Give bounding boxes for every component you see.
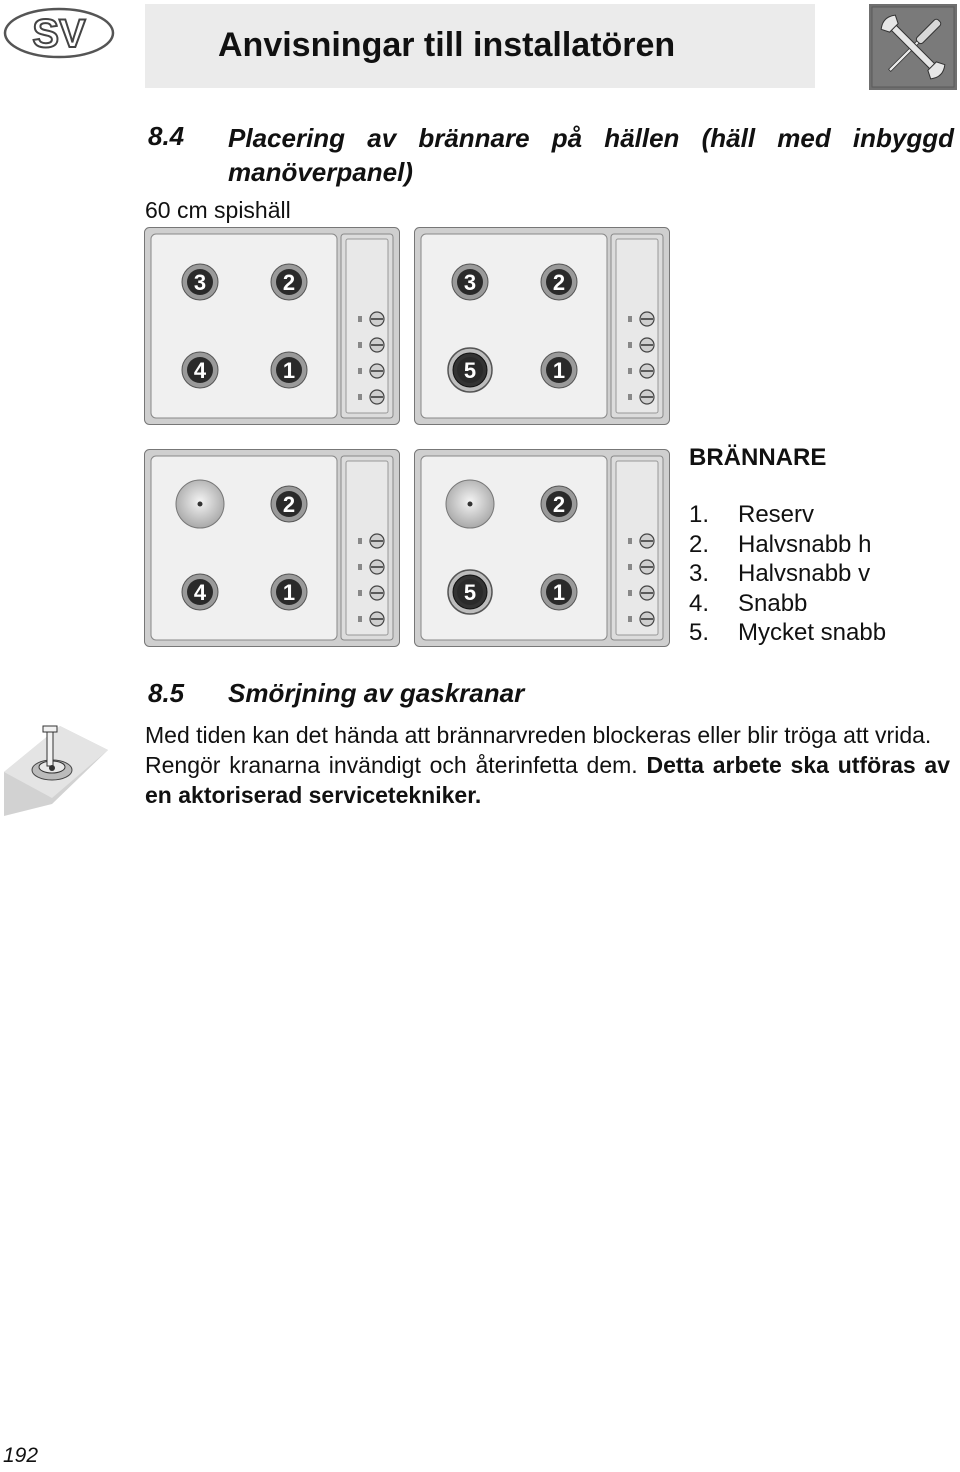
burner-label: 1 — [282, 358, 296, 383]
burner-label: 1 — [552, 580, 566, 605]
burner — [182, 264, 218, 300]
legend-item: 1. Reserv — [689, 501, 815, 528]
burner — [448, 348, 492, 392]
burner-label: 4 — [193, 358, 207, 383]
legend-heading: BRÄNNARE — [689, 444, 827, 471]
burner — [448, 570, 492, 614]
burner — [271, 574, 307, 610]
section-number: 8.4 — [148, 121, 185, 151]
burner — [271, 486, 307, 522]
hotplate — [446, 480, 494, 528]
burner-label: 3 — [193, 270, 207, 295]
burner — [541, 574, 577, 610]
paragraph-text: Rengör kranarna invändigt och återinfetta dem. — [145, 752, 638, 778]
burner — [452, 264, 488, 300]
burner — [541, 264, 577, 300]
wrench-screwdriver-icon — [869, 4, 957, 90]
section-title: Placering av brännare på hällen (häll med inbyggd manöverpanel) — [228, 123, 954, 187]
burner-label: 2 — [552, 492, 566, 517]
section-subtitle: 60 cm spishäll — [145, 197, 291, 223]
paragraph-warning: Detta arbete ska utföras av en aktoriserad servicetekniker. — [145, 752, 951, 808]
paragraph: Med tiden kan det hända att brännarvreden blockeras eller blir tröga att vrida. — [145, 722, 932, 748]
burner-legend — [689, 500, 886, 648]
hob-diagram — [414, 449, 670, 647]
burner-label: 2 — [282, 270, 296, 295]
legend-item: 2. Halvsnabb h — [689, 530, 872, 558]
hob-diagram — [144, 449, 400, 647]
burner — [271, 352, 307, 388]
legend-item: 4. Snabb — [689, 589, 808, 617]
gas-tap-grease-icon — [0, 712, 110, 820]
burner — [541, 486, 577, 522]
burner-label: 2 — [552, 270, 566, 295]
language-badge-label: SV — [32, 12, 86, 56]
burner-label: 5 — [463, 358, 477, 383]
burner — [182, 352, 218, 388]
burner-label: 3 — [463, 270, 477, 295]
language-badge — [2, 6, 116, 60]
page-number: 192 — [3, 1444, 39, 1467]
section-number: 8.5 — [148, 678, 185, 708]
section-title: Smörjning av gaskranar — [228, 678, 525, 708]
hob-diagram — [414, 227, 670, 425]
hotplate — [176, 480, 224, 528]
burner-label: 1 — [282, 580, 296, 605]
burner — [271, 264, 307, 300]
burner — [182, 574, 218, 610]
page-title: Anvisningar till installatören — [218, 26, 676, 64]
burner-label: 2 — [282, 492, 296, 517]
burner-label: 5 — [463, 580, 477, 605]
legend-item: 3. Halvsnabb v — [689, 560, 871, 587]
paragraph — [145, 750, 950, 810]
hob-diagram — [144, 227, 400, 425]
burner-label: 1 — [552, 358, 566, 383]
burner — [541, 352, 577, 388]
section-body — [145, 720, 950, 810]
legend-item: 5. Mycket snabb — [689, 619, 887, 646]
burner-label: 4 — [193, 580, 207, 605]
